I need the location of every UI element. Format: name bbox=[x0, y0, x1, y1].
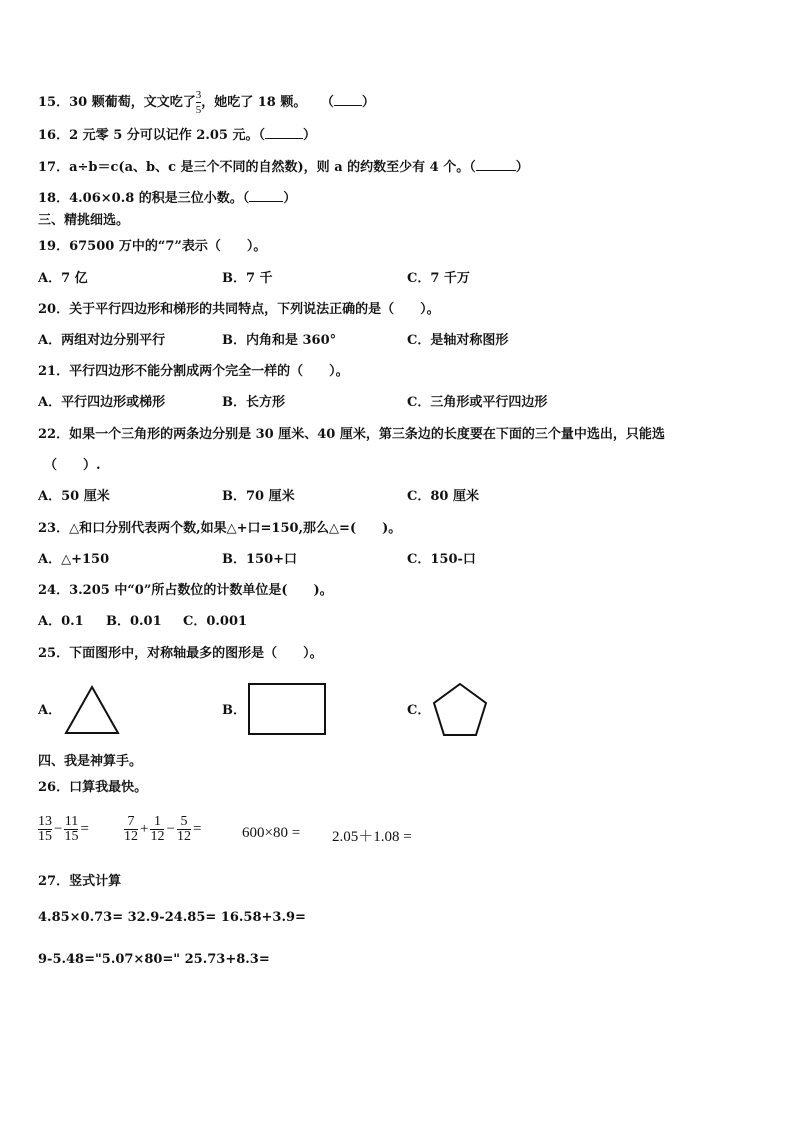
q20-option-b[interactable]: B．内角和是 360° bbox=[222, 333, 337, 348]
q22-option-c[interactable]: C．80 厘米 bbox=[407, 489, 479, 504]
q25-option-b-label[interactable]: B． bbox=[222, 703, 246, 718]
question-17 bbox=[38, 156, 529, 177]
question-22-stem: 22．如果一个三角形的两条边分别是 30 厘米、40 厘米，第三条边的长度要在下面的三个量中选出，只能选 bbox=[38, 427, 665, 442]
q22-option-a[interactable]: A．50 厘米 bbox=[38, 489, 110, 504]
calc-expr-2: $\frac{7}{12}$ + $\frac{1}{12}$ − $\frac{5}{12}$ = bbox=[124, 814, 202, 844]
q15-paren-close: ） bbox=[361, 95, 375, 110]
calc1-frac-1: $\frac{13}{15}$ bbox=[38, 814, 52, 844]
question-25-stem: 25．下面图形中，对称轴最多的图形是（ ）。 bbox=[38, 646, 323, 661]
question-26-title: 26．口算我最快。 bbox=[38, 780, 148, 795]
question-15 bbox=[38, 88, 375, 117]
question-24-stem: 24．3.205 中“0”所占数位的计数单位是( )。 bbox=[38, 583, 333, 598]
q23-option-b[interactable]: B．150+口 bbox=[222, 552, 298, 567]
calc-expr-3: 600×80 = bbox=[242, 825, 301, 841]
q24-option-a[interactable]: A．0.1 bbox=[38, 614, 84, 629]
q15-text-a: 15．30 颗葡萄，文文吃了 bbox=[38, 95, 196, 110]
q21-option-a[interactable]: A．平行四边形或梯形 bbox=[38, 395, 166, 410]
calc-expr-1: $\frac{13}{15}$ − $\frac{11}{15}$ = bbox=[38, 814, 89, 844]
question-21-stem: 21．平行四边形不能分割成两个完全一样的（ ）。 bbox=[38, 364, 349, 379]
rectangle-shape[interactable] bbox=[246, 682, 328, 736]
question-20-stem: 20．关于平行四边形和梯形的共同特点，下列说法正确的是（ ）。 bbox=[38, 302, 440, 317]
question-19-stem: 19．67500 万中的“7”表示（ ）。 bbox=[38, 239, 267, 254]
q18-answer-blank[interactable] bbox=[249, 187, 283, 202]
q24-option-c[interactable]: C．0.001 bbox=[183, 614, 248, 629]
q18-paren-close: ） bbox=[283, 191, 297, 206]
q25-option-a-label[interactable]: A． bbox=[38, 703, 62, 718]
calc2-frac-3: $\frac{5}{12}$ bbox=[176, 814, 191, 844]
question-23-stem: 23．△和口分别代表两个数,如果△+口=150,那么△=( )。 bbox=[38, 521, 402, 536]
q22-option-b[interactable]: B．70 厘米 bbox=[222, 489, 295, 504]
q27-line-2: 9-5.48="5.07×80=" 25.73+8.3= bbox=[38, 952, 270, 967]
q19-option-b[interactable]: B．7 千 bbox=[222, 271, 273, 286]
calc2-frac-2: $\frac{1}{12}$ bbox=[150, 814, 165, 844]
q17-text: 17．a÷b＝c(a、b、c 是三个不同的自然数)，则 a 的约数至少有 4 个。（ bbox=[38, 160, 476, 175]
q23-option-c[interactable]: C．150-口 bbox=[407, 552, 476, 567]
question-22-stem-cont: （ ）. bbox=[44, 458, 101, 473]
q15-fraction: $\frac{3}{5}$ bbox=[195, 89, 202, 116]
q23-option-a[interactable]: A．△+150 bbox=[38, 552, 110, 567]
q19-option-c[interactable]: C．7 千万 bbox=[407, 271, 470, 286]
q27-line-1: 4.85×0.73= 32.9-24.85= 16.58+3.9= bbox=[38, 910, 306, 925]
calc1-frac-2: $\frac{11}{15}$ bbox=[64, 814, 79, 844]
q15-answer-blank[interactable] bbox=[334, 91, 362, 106]
q21-option-c[interactable]: C．三角形或平行四边形 bbox=[407, 395, 548, 410]
calc2-frac-1: $\frac{7}{12}$ bbox=[124, 814, 138, 844]
pentagon-shape[interactable] bbox=[430, 681, 490, 739]
question-27-title: 27．竖式计算 bbox=[38, 874, 122, 889]
q16-paren-close: ） bbox=[302, 128, 316, 143]
q20-option-a[interactable]: A．两组对边分别平行 bbox=[38, 333, 166, 348]
question-16 bbox=[38, 124, 316, 145]
section-4-heading: 四、我是神算手。 bbox=[38, 754, 143, 769]
q24-option-b[interactable]: B．0.01 bbox=[106, 614, 162, 629]
q16-text: 16．2 元零 5 分可以记作 2.05 元。（ bbox=[38, 128, 265, 143]
q21-option-b[interactable]: B．长方形 bbox=[222, 395, 285, 410]
q16-answer-blank[interactable] bbox=[265, 124, 303, 139]
q20-option-c[interactable]: C．是轴对称图形 bbox=[407, 333, 509, 348]
q19-option-a[interactable]: A．7 亿 bbox=[38, 271, 88, 286]
section-3-heading: 三、精挑细选。 bbox=[38, 213, 130, 228]
q15-paren-open: （ bbox=[320, 95, 334, 110]
q25-option-c-label[interactable]: C． bbox=[407, 703, 431, 718]
calc-expr-4: 2.05＋1.08 = bbox=[332, 829, 412, 845]
q17-paren-close: ） bbox=[515, 160, 529, 175]
q17-answer-blank[interactable] bbox=[476, 156, 516, 171]
q15-text-b: ，她吃了 18 颗。 bbox=[201, 95, 307, 110]
q18-text: 18．4.06×0.8 的积是三位小数。（ bbox=[38, 191, 250, 206]
question-18 bbox=[38, 187, 296, 208]
triangle-shape[interactable] bbox=[63, 684, 121, 736]
